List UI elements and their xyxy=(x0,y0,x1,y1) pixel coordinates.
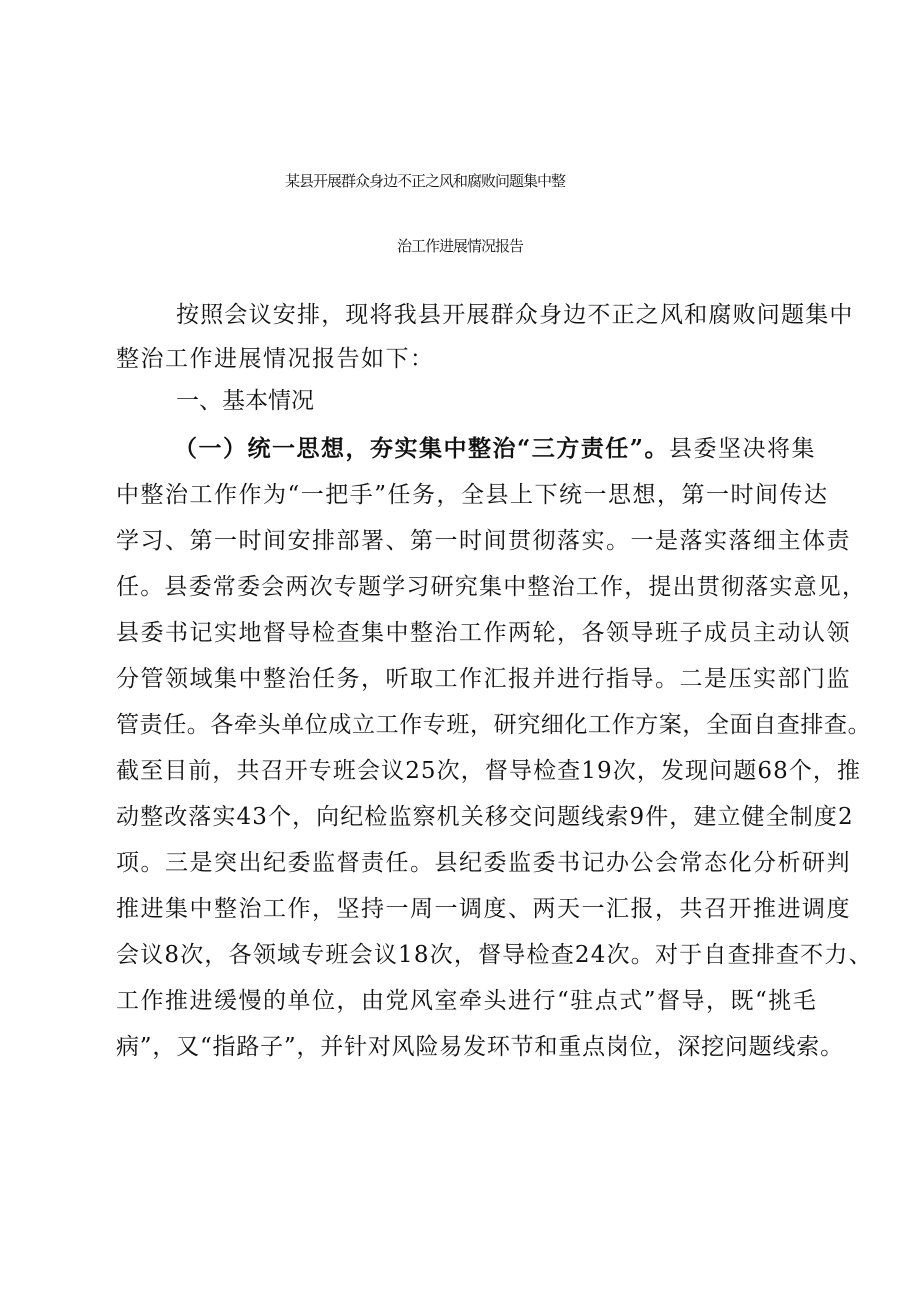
document-title-line-1: 某县开展群众身边不正之风和腐败问题集中整 xyxy=(284,172,565,190)
paragraph-line-0: 县委坚决将集 xyxy=(668,436,816,462)
paragraph-line-3: 任。县委常委会两次专题学习研究集中整治工作，提出贯彻落实意见， xyxy=(116,574,867,600)
paragraph-line-10: 推进集中整治工作，坚持一周一调度、两天一汇报，共召开推进调度 xyxy=(116,896,851,922)
paragraph-line-8: 动整改落实43个，向纪检监察机关移交问题线索9件，建立健全制度2 xyxy=(116,804,854,830)
paragraph-line-5: 分管领域集中整治任务，听取工作汇报并进行指导。二是压实部门监 xyxy=(116,666,851,692)
paragraph-line-2: 学习、第一时间安排部署、第一时间贯彻落实。一是落实落细主体责 xyxy=(116,528,851,554)
subsection-heading: （一）统一思想，夯实集中整治“三方责任”。 xyxy=(174,435,669,462)
paragraph-line-12: 工作推进缓慢的单位，由党风室牵头进行“驻点式”督导，既“挑毛 xyxy=(116,988,818,1014)
paragraph-line-4: 县委书记实地督导检查集中整治工作两轮，各领导班子成员主动认领 xyxy=(116,620,851,646)
paragraph-line-9: 项。三是突出纪委监督责任。县纪委监委书记办公会常态化分析研判 xyxy=(116,850,851,876)
paragraph-line-6: 管责任。各牵头单位成立工作专班，研究细化工作方案，全面自查排查。 xyxy=(116,712,872,738)
paragraph-line-1: 中整治工作作为“一把手”任务，全县上下统一思想，第一时间传达 xyxy=(116,482,829,508)
document-title-line-2: 治工作进展情况报告 xyxy=(396,237,523,255)
section-heading: 一、基本情况 xyxy=(176,388,314,414)
intro-line-1: 按照会议安排，现将我县开展群众身边不正之风和腐败问题集中 xyxy=(176,302,854,328)
intro-line-2: 整治工作进展情况报告如下： xyxy=(116,346,435,372)
paragraph-line-7: 截至目前，共召开专班会议25次，督导检查19次，发现问题68个，推 xyxy=(116,758,862,784)
paragraph-first-line xyxy=(174,430,816,463)
paragraph-line-11: 会议8次，各领域专班会议18次，督导检查24次。对于自查排查不力、 xyxy=(116,942,873,968)
paragraph-line-13: 病”，又“指路子”，并针对风险易发环节和重点岗位，深挖问题线索。 xyxy=(116,1034,844,1060)
